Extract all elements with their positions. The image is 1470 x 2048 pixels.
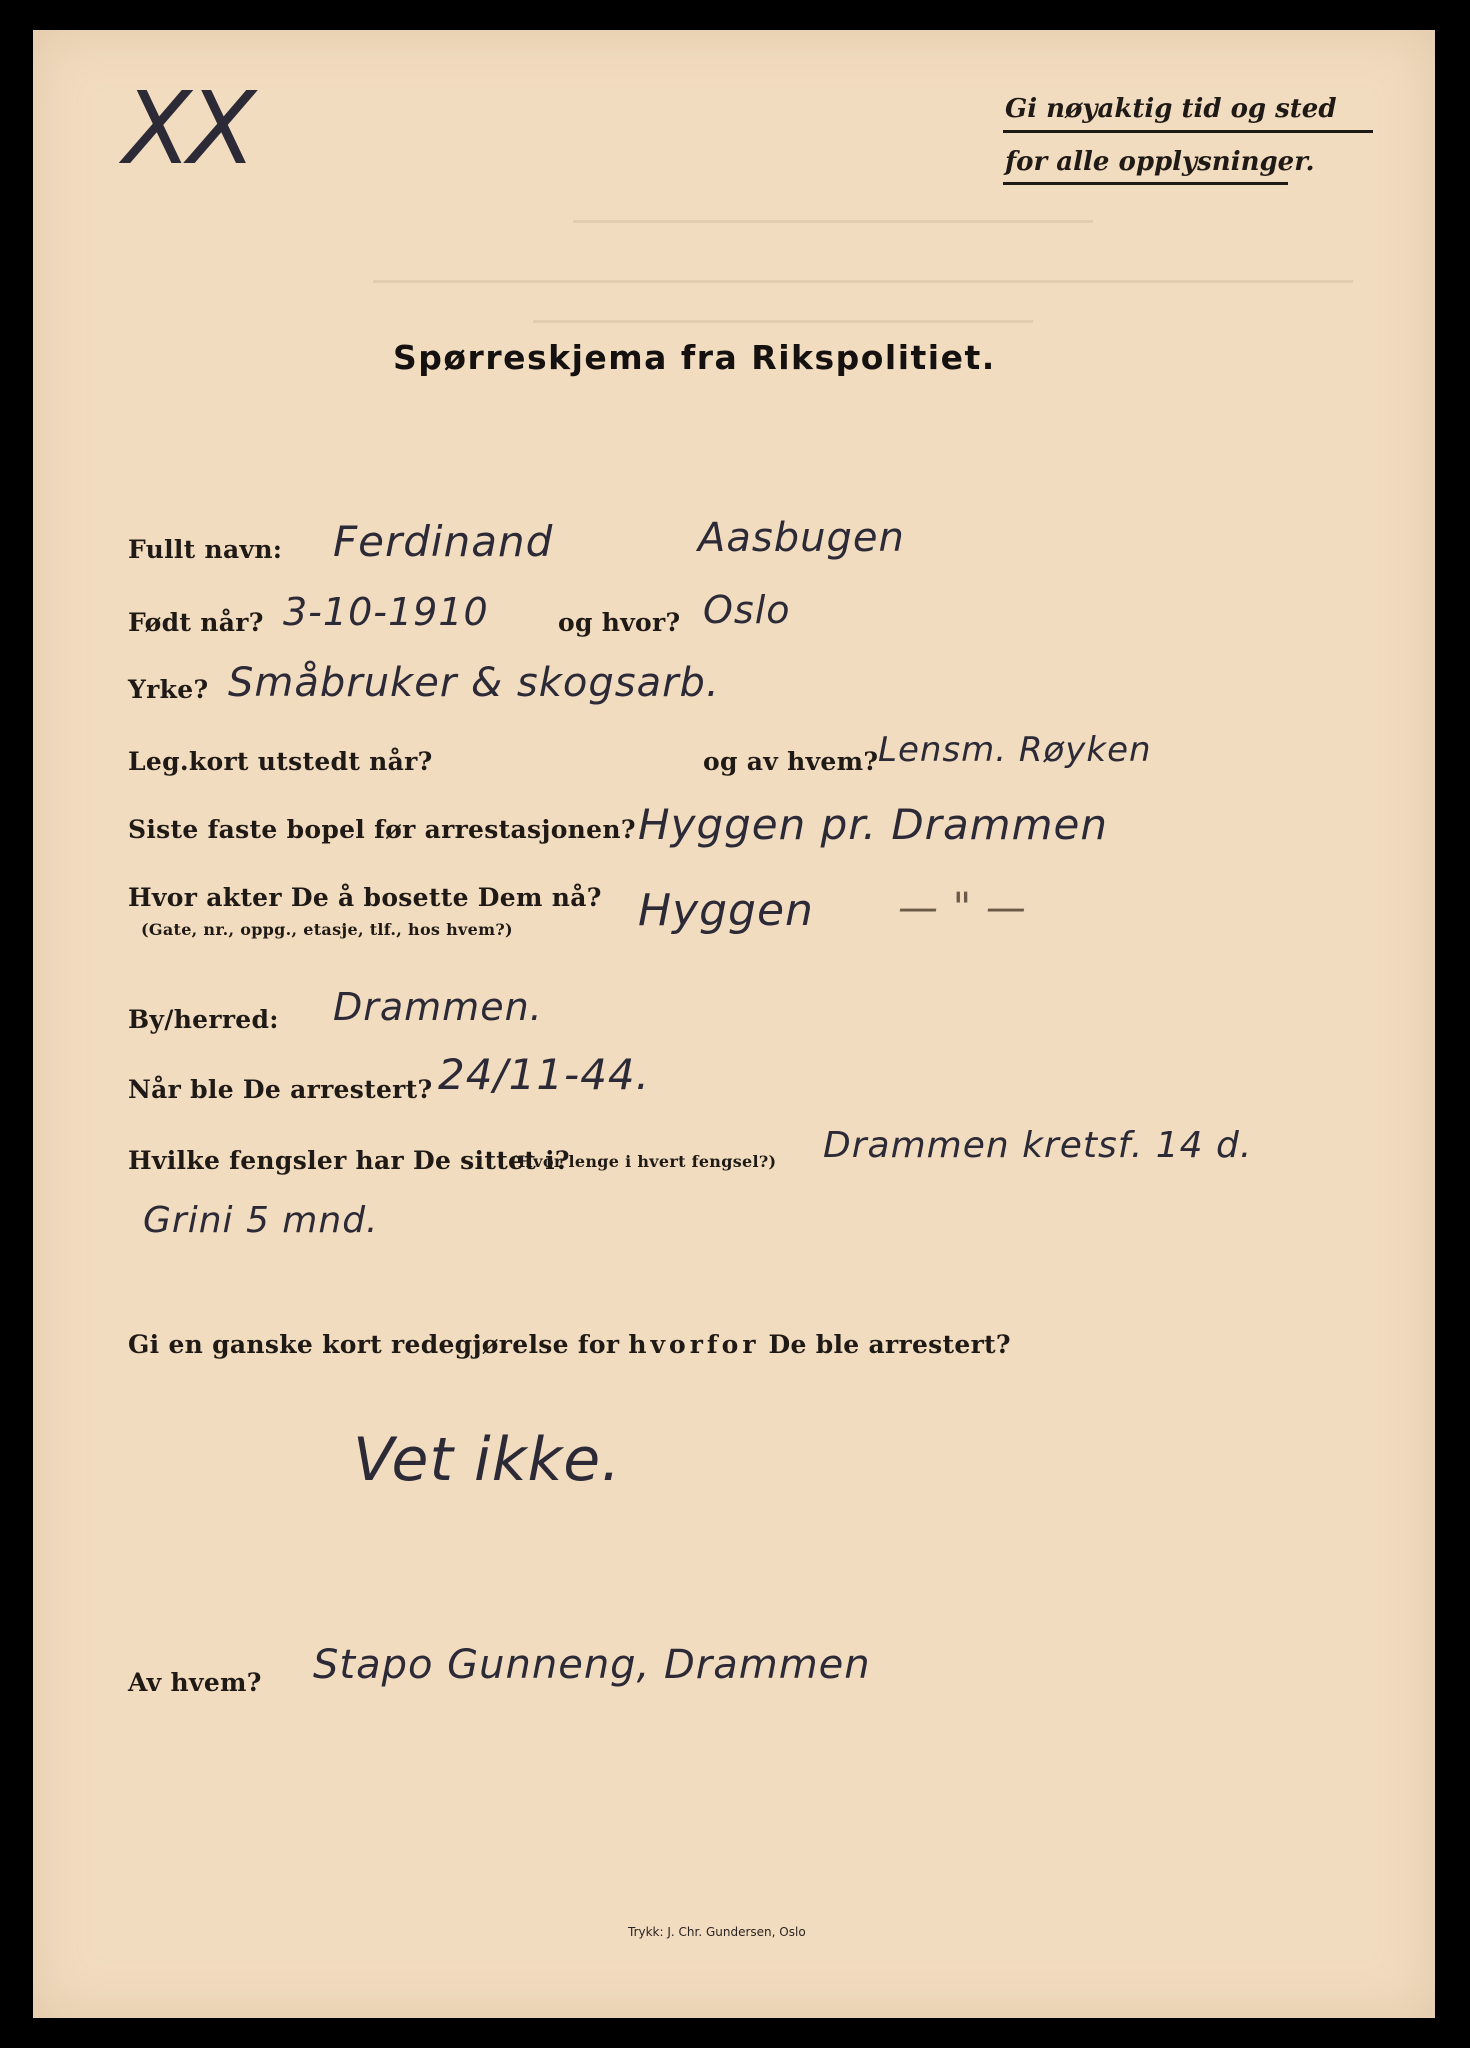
notice-line-2: for alle opplysninger. (1005, 147, 1315, 177)
city-label: By/herred: (128, 1005, 279, 1034)
settle-ditto: — " — (898, 885, 1027, 931)
notice-line-1: Gi nøyaktig tid og sted (1005, 94, 1337, 124)
last-residence-value: Hyggen pr. Drammen (638, 800, 1108, 849)
full-name-first: Ferdinand (333, 517, 554, 566)
reason-value: Vet ikke. (353, 1425, 622, 1495)
form-sheet (33, 30, 1435, 2018)
full-name-last: Aasbugen (698, 515, 905, 561)
reason-label (128, 1330, 1011, 1359)
reason-label-emph: hvorfor (628, 1330, 760, 1359)
id-card-by: Lensm. Røyken (878, 730, 1152, 770)
prisons-value-1: Drammen kretsf. 14 d. (823, 1125, 1253, 1166)
by-whom-value: Stapo Gunneng, Drammen (313, 1642, 871, 1688)
prisons-value-2: Grini 5 mnd. (143, 1200, 379, 1241)
bleed-through (573, 220, 1093, 223)
settle-label: Hvor akter De å bosette Dem nå? (128, 883, 602, 912)
settle-sublabel: (Gate, nr., oppg., etasje, tlf., hos hvem?) (141, 920, 513, 939)
prisons-sublabel: (Hvor lenge i hvert fengsel?) (510, 1152, 777, 1171)
corner-mark: XX (123, 70, 253, 187)
by-whom-label: Av hvem? (128, 1668, 262, 1697)
occupation-label: Yrke? (128, 675, 209, 704)
arrested-label: Når ble De arrestert? (128, 1075, 433, 1104)
arrested-value: 24/11-44. (438, 1050, 650, 1099)
form-title: Spørreskjema fra Rikspolitiet. (393, 338, 996, 377)
reason-label-pre: Gi en ganske kort redegjørelse for (128, 1330, 620, 1359)
born-where: Oslo (703, 588, 791, 632)
reason-label-post: De ble arrestert? (768, 1330, 1011, 1359)
born-label: Født når? (128, 608, 264, 637)
born-where-label: og hvor? (558, 608, 681, 637)
notice-underline-2 (1003, 182, 1288, 185)
bleed-through (373, 280, 1353, 283)
id-card-by-label: og av hvem? (703, 747, 879, 776)
prisons-label: Hvilke fengsler har De sittet i? (128, 1146, 570, 1175)
full-name-label: Fullt navn: (128, 535, 283, 564)
city-value: Drammen. (333, 985, 543, 1029)
notice-underline-1 (1003, 130, 1373, 133)
occupation-value: Småbruker & skogsarb. (228, 660, 720, 706)
settle-value: Hyggen (638, 885, 814, 936)
id-card-label: Leg.kort utstedt når? (128, 747, 433, 776)
last-residence-label: Siste faste bopel før arrestasjonen? (128, 815, 636, 844)
bleed-through (533, 320, 1033, 323)
born-date: 3-10-1910 (283, 590, 489, 634)
printer-footer: Trykk: J. Chr. Gundersen, Oslo (628, 1925, 806, 1939)
